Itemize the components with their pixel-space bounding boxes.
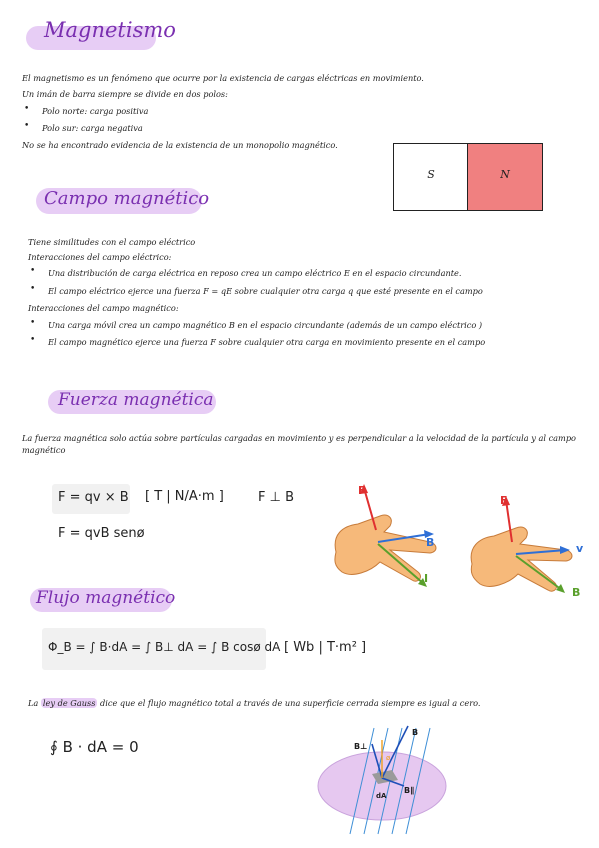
- title-flujo-magnetico: Flujo magnético: [36, 588, 176, 608]
- gauss-text-pre: La: [28, 698, 41, 708]
- list-item: Una carga móvil crea un campo magnético B en el espacio circundante (además de un campo eléctrico ): [48, 320, 483, 330]
- b-label: B: [412, 728, 419, 737]
- units-tesla: [ T | N/A·m ]: [145, 489, 224, 504]
- formula-gauss: ∮ B · dA = 0: [50, 738, 139, 756]
- text-line: El magnetismo es un fenómeno que ocurre por la existencia de cargas eléctricas en movimiento.: [22, 73, 424, 83]
- angle-label: ø: [386, 754, 391, 762]
- north-label: N: [500, 168, 510, 181]
- da-label: dA: [376, 792, 387, 800]
- list-item: El campo magnético ejerce una fuerza F sobre cualquier otra carga en movimiento presente en el campo: [48, 337, 486, 347]
- list-item: Polo sur: carga negativa: [42, 123, 143, 133]
- velocity-label: v: [576, 542, 584, 555]
- text-line: Un imán de barra siempre se divide en dos polos:: [22, 89, 228, 99]
- formula-magnitude: F = qvB senø: [58, 526, 145, 541]
- paragraph: La fuerza magnética solo actúa sobre partículas cargadas en movimiento y es perpendicular a la velocidad de la partícula y al campo magnético: [22, 433, 576, 455]
- formula-flux: Φ_B = ∫ B·dA = ∫ B⊥ dA = ∫ B cosø dA: [48, 640, 281, 654]
- title-campo-magnetico: Campo magnético: [44, 188, 210, 209]
- text-line: No se ha encontrado evidencia de la existencia de un monopolio magnético.: [22, 140, 338, 150]
- title-fuerza-magnetica: Fuerza magnética: [58, 390, 214, 410]
- formula-lorentz: F = qv × B: [58, 490, 129, 505]
- bullet-dot: •: [30, 284, 36, 294]
- closed-surface-diagram: [310, 700, 460, 840]
- bullet-dot: •: [30, 318, 36, 328]
- hand-palm: [335, 515, 436, 581]
- bullet-dot: •: [30, 335, 36, 345]
- force-label: F: [358, 484, 366, 497]
- bullet-dot: •: [24, 104, 30, 114]
- list-item: Una distribución de carga eléctrica en reposo crea un campo eléctrico E en el espacio circundante.: [48, 268, 462, 278]
- b-par-label: B∥: [404, 786, 415, 795]
- gauss-law-highlight: ley de Gauss: [42, 698, 96, 708]
- formula-perpendicular: F ⊥ B: [258, 490, 294, 505]
- list-item: Polo norte: carga positiva: [42, 106, 149, 116]
- magnet-south-pole: [393, 143, 469, 211]
- force-label: F: [500, 494, 508, 507]
- current-label: I: [424, 572, 429, 585]
- magnet-north-pole: [467, 143, 543, 211]
- text-line: Interacciones del campo eléctrico:: [28, 252, 172, 262]
- gauss-text-post: dice que el flujo magnético total a través de una superficie cerrada siempre es igual a cero.: [97, 698, 481, 708]
- list-item: El campo eléctrico ejerce una fuerza F = qE sobre cualquier otra carga q que esté presente en el campo: [48, 286, 483, 296]
- title-magnetismo: Magnetismo: [44, 18, 176, 42]
- bullet-dot: •: [24, 121, 30, 131]
- bullet-dot: •: [30, 266, 36, 276]
- right-hand-rule-diagram-1: [320, 480, 455, 595]
- text-line: Tiene similitudes con el campo eléctrico: [28, 237, 196, 247]
- units-weber: [ Wb | T·m² ]: [284, 640, 367, 655]
- field-label: B: [572, 586, 581, 599]
- text-line: Interacciones del campo magnético:: [28, 303, 179, 313]
- b-perp-label: B⊥: [354, 742, 368, 751]
- field-label: B: [426, 536, 435, 549]
- south-label: S: [427, 168, 435, 181]
